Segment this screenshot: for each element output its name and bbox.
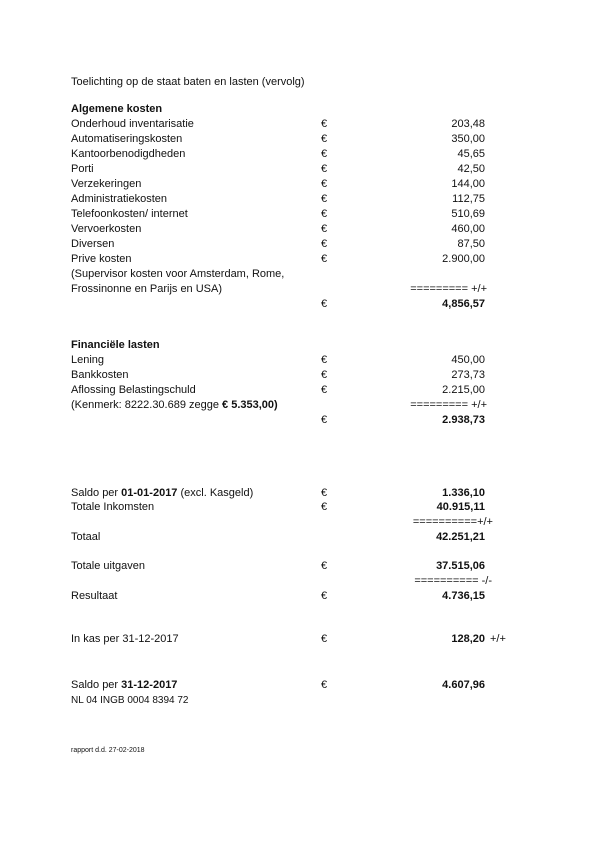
- saldo-start-date: 01-01-2017: [121, 487, 178, 499]
- algemene-sum-rule: ========= +/+: [410, 283, 487, 295]
- currency-symbol: €: [321, 354, 328, 366]
- currency-symbol: €: [321, 223, 328, 235]
- page-title: Toelichting op de staat baten en lasten (vervolg): [71, 76, 305, 88]
- saldo-end-prefix: Saldo per: [71, 679, 122, 691]
- algemene-total: 4,856,57: [442, 298, 485, 310]
- item-label: Automatiseringskosten: [71, 133, 183, 145]
- currency-symbol: €: [321, 163, 328, 175]
- inkomsten-amount: 40.915,11: [436, 501, 485, 513]
- kas-label: In kas per 31-12-2017: [71, 633, 179, 645]
- currency-symbol: €: [321, 679, 328, 691]
- currency-symbol: €: [321, 178, 328, 190]
- item-label: Porti: [71, 163, 94, 175]
- financiele-note-amount: € 5.353,00): [222, 399, 278, 411]
- currency-symbol: €: [321, 414, 328, 426]
- item-label: Telefoonkosten/ internet: [71, 208, 188, 220]
- iban: NL 04 INGB 0004 8394 72: [71, 695, 189, 706]
- item-amount: 203,48: [451, 118, 485, 130]
- currency-symbol: €: [321, 487, 328, 499]
- saldo-end-amount: 4.607,96: [442, 679, 485, 691]
- saldo-start-amount: 1.336,10: [442, 487, 485, 499]
- currency-symbol: €: [321, 384, 328, 396]
- report-date: rapport d.d. 27-02-2018: [71, 747, 145, 754]
- currency-symbol: €: [321, 133, 328, 145]
- item-amount: 42,50: [457, 163, 485, 175]
- item-label: Bankkosten: [71, 369, 129, 381]
- saldo-start-label: [71, 487, 253, 500]
- item-label: Onderhoud inventarisatie: [71, 118, 194, 130]
- saldo-start-prefix: Saldo per: [71, 487, 122, 499]
- currency-symbol: €: [321, 253, 328, 265]
- currency-symbol: €: [321, 590, 328, 602]
- item-label: Administratiekosten: [71, 193, 167, 205]
- item-label: Lening: [71, 354, 105, 366]
- item-amount: 2.900,00: [442, 253, 485, 265]
- kas-amount: 128,20: [451, 633, 485, 645]
- item-label: Diversen: [71, 238, 115, 250]
- currency-symbol: €: [321, 298, 328, 310]
- currency-symbol: €: [321, 193, 328, 205]
- totaal-amount: 42.251,21: [436, 531, 485, 543]
- currency-symbol: €: [321, 208, 328, 220]
- item-amount: 460,00: [451, 223, 485, 235]
- item-amount: 144,00: [451, 178, 485, 190]
- resultaat-label: Resultaat: [71, 590, 118, 602]
- currency-symbol: €: [321, 148, 328, 160]
- financiele-sum-rule: ========= +/+: [410, 399, 487, 411]
- item-amount: 273,73: [451, 369, 485, 381]
- algemene-note-line-2: Frossinonne en Parijs en USA): [71, 283, 223, 295]
- saldo-end-label: [71, 679, 177, 692]
- item-label: Kantoorbenodigdheden: [71, 148, 186, 160]
- totaal-sum-rule: ==========+/+: [412, 516, 493, 528]
- item-amount: 2.215,00: [442, 384, 485, 396]
- uitgaven-amount: 37.515,06: [436, 560, 485, 572]
- currency-symbol: €: [321, 369, 328, 381]
- resultaat-sum-rule: ========== -/-: [414, 575, 492, 587]
- saldo-end-date: 31-12-2017: [121, 679, 178, 691]
- kas-operator: +/+: [490, 633, 506, 645]
- item-amount: 350,00: [451, 133, 485, 145]
- currency-symbol: €: [321, 118, 328, 130]
- item-amount: 510,69: [451, 208, 485, 220]
- saldo-start-suffix: (excl. Kasgeld): [177, 487, 254, 499]
- uitgaven-label: Totale uitgaven: [71, 560, 145, 572]
- algemene-note-line-1: (Supervisor kosten voor Amsterdam, Rome,: [71, 268, 285, 280]
- item-amount: 112,75: [452, 193, 485, 205]
- item-label: Vervoerkosten: [71, 223, 142, 235]
- item-amount: 87,50: [457, 238, 485, 250]
- financiele-note-text: (Kenmerk: 8222.30.689 zegge: [71, 399, 223, 411]
- financiele-note: [71, 399, 278, 412]
- inkomsten-label: Totale Inkomsten: [71, 501, 155, 513]
- item-amount: 450,00: [451, 354, 485, 366]
- currency-symbol: €: [321, 560, 328, 572]
- section-heading-algemene: Algemene kosten: [71, 103, 163, 115]
- item-amount: 45,65: [457, 148, 485, 160]
- item-label: Aflossing Belastingschuld: [71, 384, 196, 396]
- section-heading-financiele: Financiële lasten: [71, 339, 160, 351]
- financiele-total: 2.938,73: [442, 414, 485, 426]
- item-label: Prive kosten: [71, 253, 132, 265]
- item-label: Verzekeringen: [71, 178, 142, 190]
- currency-symbol: €: [321, 501, 328, 513]
- currency-symbol: €: [321, 633, 328, 645]
- currency-symbol: €: [321, 238, 328, 250]
- resultaat-amount: 4.736,15: [442, 590, 485, 602]
- totaal-label: Totaal: [71, 531, 101, 543]
